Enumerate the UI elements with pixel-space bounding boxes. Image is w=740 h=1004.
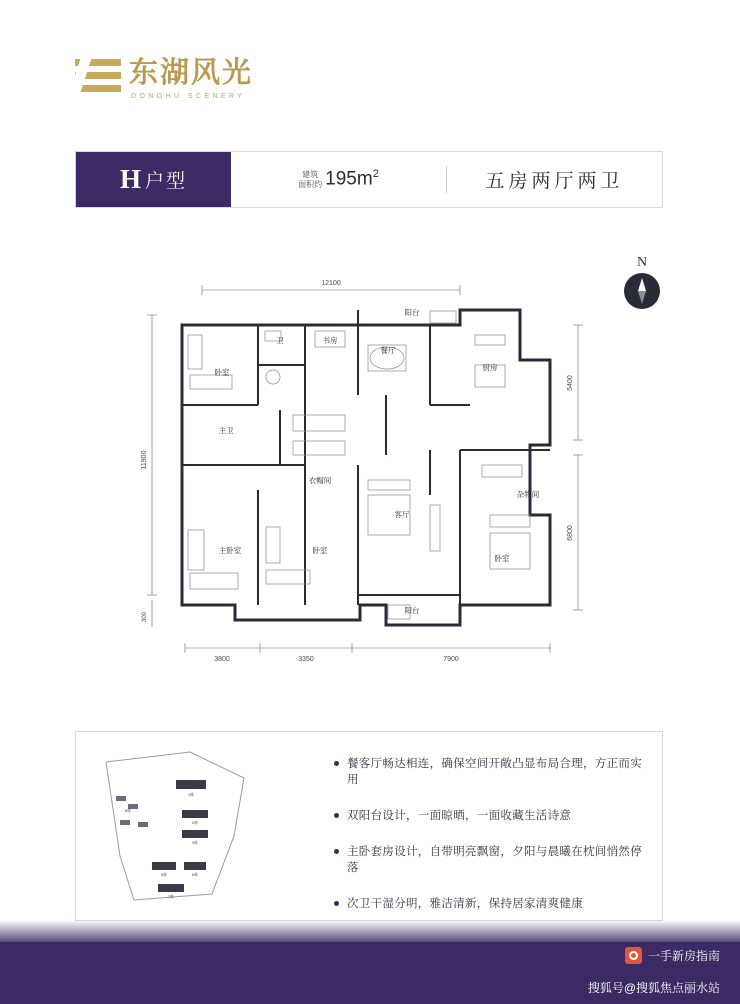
feature-list xyxy=(334,756,642,932)
list-item: 餐客厅畅达相连，确保空间开敞凸显布局合理，方正而实用 xyxy=(334,756,642,788)
unit-type-letter: H xyxy=(119,164,142,194)
room-label: 客厅 xyxy=(394,510,410,519)
list-item: 双阳台设计，一面晾晒，一面收藏生活诗意 xyxy=(334,808,642,824)
room-label: 主卫 xyxy=(218,426,234,435)
unit-layout-text: 五房两厅两卫 xyxy=(485,171,624,192)
watermark-source: 搜狐号@搜狐焦点丽水站 xyxy=(587,981,720,995)
brand-logo xyxy=(75,55,253,101)
footer-gradient xyxy=(0,920,740,942)
mini-map-label: 7栋 xyxy=(167,894,175,899)
watermark-account xyxy=(625,947,720,964)
site-mini-map xyxy=(94,744,279,909)
room-label: 卧室 xyxy=(214,368,230,377)
svg-text:7900: 7900 xyxy=(443,656,459,663)
area-label: 建筑 面积约 xyxy=(298,169,323,189)
brand-name-cn: 东湖风光 xyxy=(129,55,254,89)
compass-north-icon xyxy=(624,273,660,309)
stacked-bars-logo-icon xyxy=(75,55,121,101)
svg-text:6800: 6800 xyxy=(567,525,574,541)
room-label: 杂物间 xyxy=(516,490,540,499)
unit-type-suffix: 户型 xyxy=(145,171,188,192)
svg-text:300: 300 xyxy=(142,611,148,623)
mini-map-label: 8栋 xyxy=(124,808,132,813)
list-item: 次卫干湿分明，雅洁清新，保持居家清爽健康 xyxy=(334,896,642,912)
brand-name-en: DONGHU SCENERY xyxy=(131,93,246,100)
mini-map-label: 3栋 xyxy=(191,840,199,845)
watermark-account-label: 一手新房指南 xyxy=(647,949,720,963)
svg-text:3350: 3350 xyxy=(298,656,314,663)
list-item: 主卧套房设计，自带明亮飘窗，夕阳与晨曦在枕间悄然停落 xyxy=(334,844,642,876)
room-label: 卧室 xyxy=(312,546,328,555)
room-label: 主卧室 xyxy=(218,546,242,555)
room-label: 卧室 xyxy=(494,554,510,563)
mini-map-label: 2栋 xyxy=(191,820,199,825)
unit-area-block xyxy=(231,152,446,207)
room-label: 衣帽间 xyxy=(308,476,332,485)
unit-type-badge xyxy=(76,152,231,207)
compass xyxy=(620,255,664,309)
room-label: 阳台 xyxy=(404,606,420,615)
svg-text:3800: 3800 xyxy=(214,656,230,663)
mini-map-label: 1栋 xyxy=(187,792,195,797)
compass-north-label: N xyxy=(636,255,648,270)
unit-title-bar xyxy=(75,151,663,208)
room-label: 书房 xyxy=(322,336,338,345)
room-label: 餐厅 xyxy=(380,346,396,355)
svg-text:5400: 5400 xyxy=(567,375,574,391)
mini-map-label: 5栋 xyxy=(160,872,168,877)
svg-text:11900: 11900 xyxy=(141,450,148,470)
room-label: 卫 xyxy=(276,336,284,345)
features-panel xyxy=(75,731,663,921)
room-label: 阳台 xyxy=(404,308,420,317)
room-label: 厨房 xyxy=(482,363,498,372)
sohu-logo-icon xyxy=(625,947,642,964)
area-value: $195m^2$ xyxy=(325,168,379,190)
floor-plan xyxy=(130,265,600,665)
svg-text:12100: 12100 xyxy=(321,280,341,287)
mini-map-label: 6栋 xyxy=(191,872,199,877)
